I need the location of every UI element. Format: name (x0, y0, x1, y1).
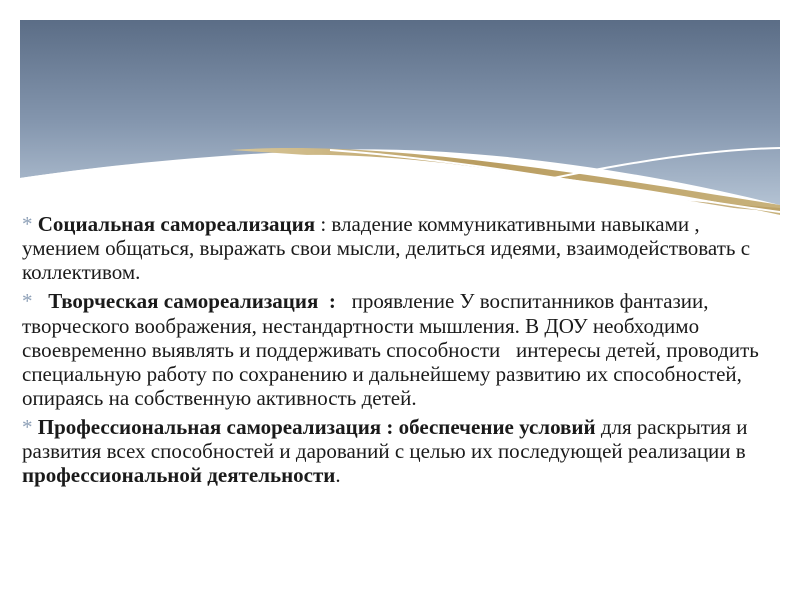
paragraph-social (22, 212, 782, 284)
bullet-icon: * (22, 289, 33, 314)
bullet-icon: * (22, 415, 33, 440)
paragraph-creative-text: проявление У воспитанников фантазии, творческого воображения, нестандартности мышления. В ДОУ необходимо своевременно выявлять и поддерживать способности интересы детей, проводить специальную работу по сохранению и дальнейшему развитию их способностей, опираясь на собственную активность детей. (22, 289, 765, 410)
paragraph-social-text: : владение коммуникативными навыками , умением общаться, выражать свои мысли, делиться идеями, взаимодействовать с коллективом. (22, 212, 751, 285)
paragraph-creative-heading: Творческая самореализация : (37, 289, 336, 314)
paragraph-professional (22, 415, 782, 487)
paragraph-professional-emphasis: профессиональной деятельности (22, 463, 336, 488)
paragraph-professional-heading: Профессиональная самореализация : обеспечение условий (37, 415, 596, 440)
paragraph-professional-end: . (335, 463, 341, 488)
bullet-icon: * (22, 212, 33, 236)
paragraph-creative (22, 289, 782, 410)
slide-body (22, 212, 782, 493)
paragraph-social-heading: Социальная самореализация (37, 212, 316, 236)
paragraph-professional-text: для раскрытия и развития всех способностей и дарований с целью их последующей реализации в (22, 415, 748, 464)
